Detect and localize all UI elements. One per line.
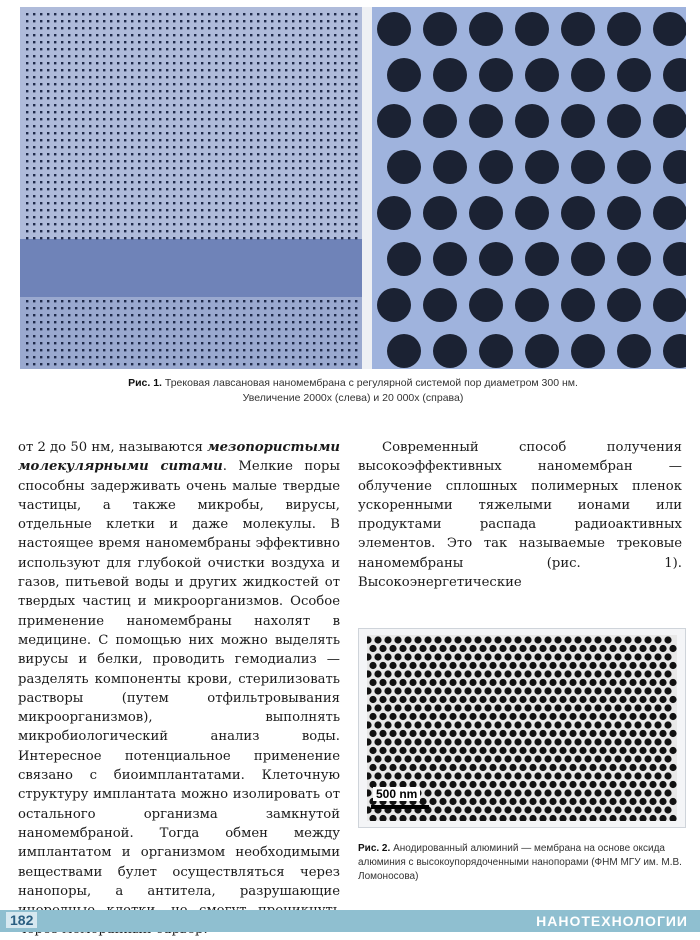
micrograph-20000x-image — [372, 7, 686, 369]
figure-1-label: Рис. 1. — [128, 377, 162, 389]
figure-1-caption-line1: Трековая лавсановая наномембрана с регулярной системой пор диаметром 300 нм. — [164, 377, 578, 389]
right-text-column — [358, 438, 682, 592]
figure-2 — [358, 628, 686, 828]
figure-2-caption-text: Анодированный алюминий — мембрана на основе оксида алюминия с высокоупорядоченными нанопорами (ФНМ МГУ им. М.В. Ломоносова) — [358, 843, 682, 882]
magazine-name: НАНОТЕХНОЛОГИИ — [536, 913, 688, 929]
micrograph-20000x — [372, 7, 686, 369]
scale-bar-label: 500 nm — [373, 787, 420, 801]
left-text-column — [18, 438, 340, 940]
right-paragraph: Современный способ получения высокоэффективных наномембран — облучение сплошных полимерных пленок ускоренными тяжелыми ионами или продуктами распада радиоактивных элементов. Это так называемые трековые наномембраны (рис. 1). Высокоэнергетические — [358, 440, 682, 591]
figure-2-caption — [358, 842, 684, 884]
figure-1-caption-line2: Увеличение 2000х (слева) и 20 000х (справа) — [242, 392, 464, 404]
page-footer — [0, 910, 700, 932]
page-number: 182 — [6, 912, 37, 928]
micrograph-2000x — [20, 7, 362, 369]
micrograph-2000x-image — [20, 7, 362, 369]
scale-bar — [371, 805, 429, 809]
left-paragraph-start: от 2 до 50 нм, называются — [18, 440, 208, 455]
term-mesoporous-sieves: мезопористыми молекулярными ситами — [18, 440, 340, 475]
figure-1-caption — [20, 376, 686, 406]
left-paragraph — [18, 438, 340, 940]
figure-2-label: Рис. 2. — [358, 843, 391, 854]
left-paragraph-rest: . Мелкие поры способны задерживать очень малые твердые частицы, а также микробы, вирусы, отдельные клетки и даже молекулы. В настоящее время наномембраны эффективно используют для глубокой очистки воздуха и газов, питьевой воды и других жидкостей от твердых частиц и микроорганизмов. Особое применение наномембраны нахолят в медицине. С помощью них можно выделять вирусы и белки, проводить гемодиализ — разделять компоненты крови, стерилизовать растворы (путем отфильтровывания микроорганизмов), выполнять микробиологический анализ воды. Интересное потенциальное применение связано с биоимплантатами. Клеточную структуру имплантата можно изолировать от остального организма замкнутой наномембраной. Тогда обмен между имплантатом и организмом необходимыми веществами булет осуществляться через нанопоры, а антитела, разрушающие — [18, 459, 340, 899]
figure-1 — [20, 7, 686, 369]
